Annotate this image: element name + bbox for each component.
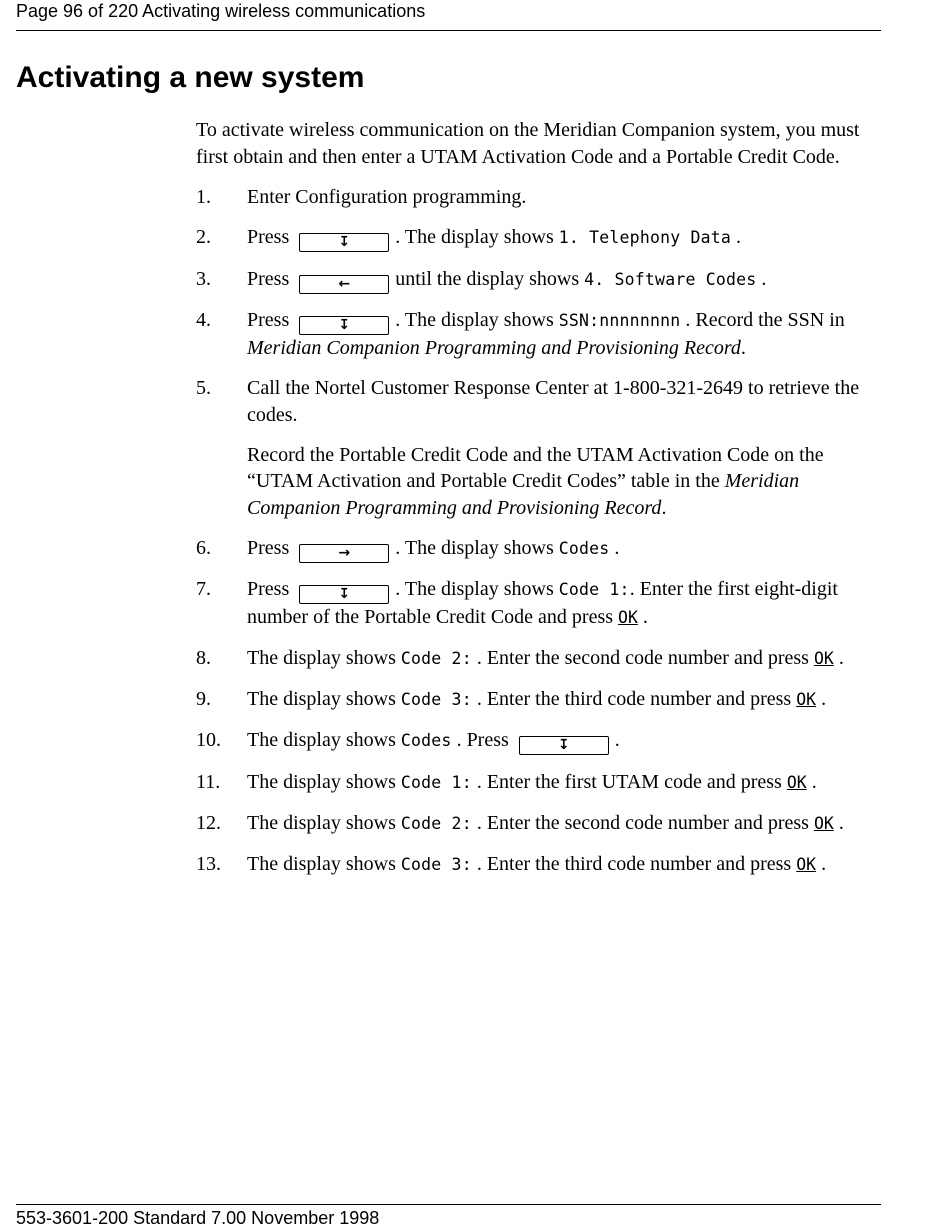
step-number: 1. [196,186,211,208]
display-text: Codes [400,731,452,750]
step-text: . The display shows [395,536,554,559]
page-header [16,0,881,31]
document-body [196,117,881,892]
display-text: 4. Software Codes [584,269,757,289]
step-text: . [736,226,742,248]
step-item [196,224,881,252]
step-number: 11. [196,770,221,793]
step-text: The display shows [247,852,396,875]
step-text: . The display shows [395,309,554,331]
step-text: The display shows [247,647,396,669]
step-text: The display shows [247,770,396,793]
down-arrow-key [299,233,389,252]
down-arrow-key [519,736,609,755]
step-item [196,184,881,211]
step-text: The display shows [247,811,396,834]
step-text: . [838,811,844,834]
step-text: until the display shows [395,267,580,290]
step-item [196,686,881,714]
page-header-text: Page 96 of 220 Activating wireless communications [16,1,426,21]
step-text: . Enter the first UTAM code and press [476,770,782,793]
step-text: Press [247,536,290,559]
step-number: 3. [196,267,211,290]
step-number: 8. [196,647,211,669]
step-text: Press [247,226,290,248]
step-text: Press [247,267,290,290]
step-text: Press [247,309,290,331]
step-text: . [821,852,827,875]
step-item [196,307,881,362]
step-text: . Record the SSN in [685,309,845,331]
step-item [196,266,881,294]
display-text: Code 3: [400,690,472,709]
intro-paragraph: To activate wireless communication on the Meridian Companion system, you must first obtain and then enter a UTAM Activation Code and a Portable Credit Code. [196,119,860,168]
ok-softkey: OK [796,854,817,874]
record-reference: Meridian Companion Programming and Provisioning Record [247,337,741,359]
page-title: Activating a new system [16,61,365,94]
arrow-down-to-bar-icon: ↧ [338,586,351,602]
step-item [196,576,881,632]
ok-softkey: OK [813,813,834,833]
step-number: 6. [196,536,211,559]
arrow-down-to-bar-icon: ↧ [557,737,570,753]
display-text: Code 1: [400,772,472,792]
step-text: . [821,688,827,710]
step-text: . Enter the first eight-digit number of the Portable Credit Code and press [247,578,838,628]
step-text: . The display shows [395,226,554,248]
step-text: . The display shows [395,578,554,600]
step-item [196,769,881,797]
steps-list [196,184,881,878]
step-text: Enter Configuration programming. [247,186,527,208]
step-number: 2. [196,226,211,248]
step-item [196,727,881,755]
arrow-down-to-bar-icon: ↧ [338,234,351,250]
display-text: Codes [558,538,610,558]
step-text: . Enter the third code number and press [476,688,792,710]
step-text: Press [247,578,290,600]
step-item [196,375,881,521]
step-number: 7. [196,578,211,600]
down-arrow-key [299,585,389,604]
step-text: The display shows [247,688,396,710]
step-text: . Enter the second code number and press [476,647,809,669]
step-text: The display shows [247,729,396,751]
step-text: . [642,606,648,628]
step-text: . [811,770,817,793]
step-item [196,851,881,879]
step-text: Record the Portable Credit Code and the UTAM Activation Code on the “UTAM Activation and Portable Credit Codes” table in the [247,443,824,492]
arrow-right-icon: → [338,544,351,561]
display-text: Code 3: [400,854,472,874]
step-note [247,442,881,522]
step-number: 5. [196,377,211,399]
step-text: . [740,337,746,359]
ok-softkey: OK [813,649,834,668]
step-number: 4. [196,309,211,331]
step-text: . Press [456,729,509,751]
arrow-left-icon: ← [338,275,351,292]
step-number: 13. [196,852,221,875]
step-text: Call the Nortel Customer Response Center at 1-800-321-2649 to retrieve the codes. [247,377,860,426]
step-text: . [614,729,620,751]
display-text: Code 2: [400,649,472,668]
ok-softkey: OK [786,772,807,792]
step-text: . [661,496,667,519]
step-text: . [838,647,844,669]
step-number: 12. [196,811,221,834]
down-arrow-key [299,316,389,335]
display-text: 1. Telephony Data [558,228,732,247]
step-item [196,645,881,673]
ok-softkey: OK [618,608,638,627]
step-item [196,535,881,563]
display-text: SSN:nnnnnnnn [558,311,681,330]
step-text: . [761,267,767,290]
step-text: . Enter the third code number and press [476,852,792,875]
display-text: Code 2: [400,813,472,833]
arrow-down-to-bar-icon: ↧ [338,317,351,333]
page-footer-text: 553-3601-200 Standard 7.00 November 1998 [16,1208,380,1228]
step-text: . Enter the second code number and press [476,811,809,834]
display-text: Code 1: [558,580,630,599]
step-item [196,810,881,838]
left-arrow-key [299,275,389,294]
step-text: . [614,536,620,559]
right-arrow-key [299,544,389,563]
page-footer [16,1204,881,1227]
ok-softkey: OK [796,690,817,709]
step-number: 10. [196,729,221,751]
record-reference: Meridian Companion Programming and Provisioning Record [247,470,800,519]
step-number: 9. [196,688,211,710]
